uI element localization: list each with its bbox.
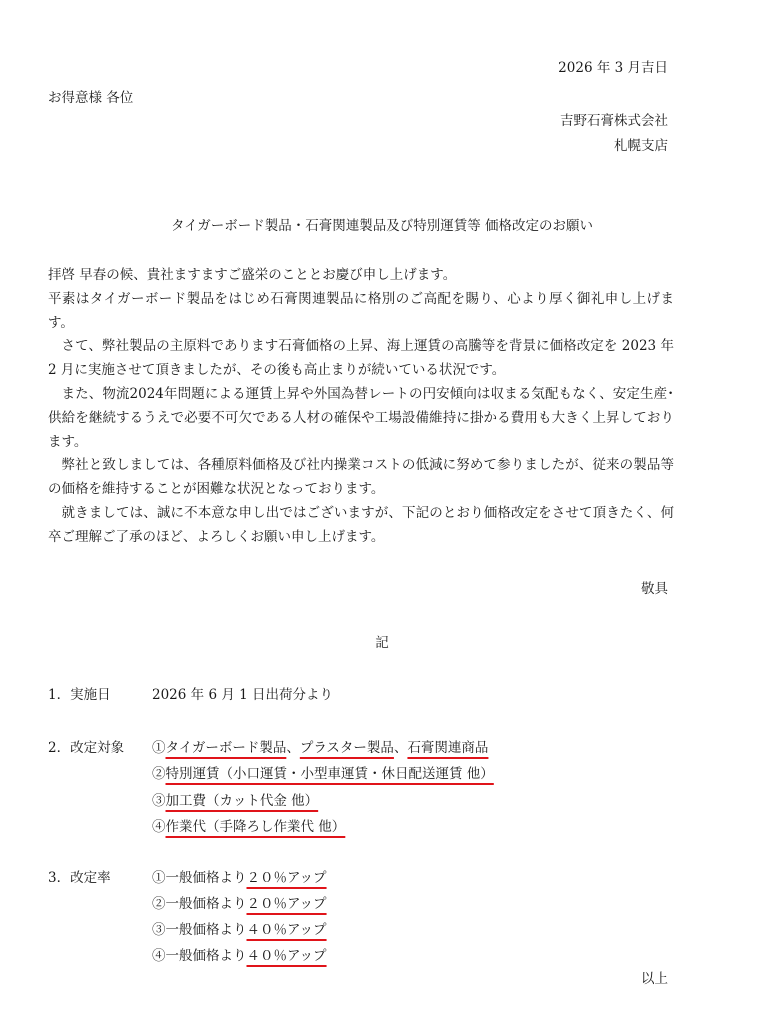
rate-value: ４０％アップ — [246, 922, 327, 938]
rate-line-4 — [152, 944, 327, 964]
target-gypsum-products: 石膏関連商品 — [407, 740, 489, 756]
separator: 、 — [286, 740, 300, 756]
target-work-fee: 作業代（手降ろし作業代 他） — [165, 819, 346, 835]
letter-body — [48, 264, 674, 550]
end-mark: 以上 — [641, 971, 668, 987]
rate-prefix: ①一般価格より — [152, 870, 247, 886]
rate-line-1 — [152, 866, 327, 886]
cost-reduction-paragraph: 弊社と致しましては、各種原料価格及び社内操業コストの低減に努めて参りましたが、従来の製品等の価格を維持することが困難な状況となっております。 — [48, 457, 674, 498]
target-line-3 — [152, 789, 318, 809]
rate-line-2 — [152, 892, 327, 912]
item-date-label: 1．実施日 — [48, 687, 111, 703]
logistics-paragraph: また、物流2024年問題による運賃上昇や外国為替レートの円安傾向は収まる気配もなく、安定生産･供給を継続するうえで必要不可欠である人材の確保や工場設備維持に掛かる費用も大きく上昇しております。 — [48, 385, 674, 450]
greeting-paragraph: 拝啓 早春の候、貴社ますますご盛栄のこととお慶び申し上げます。 — [48, 267, 457, 283]
rate-value: ４０％アップ — [246, 948, 327, 964]
ki-heading: 記 — [375, 635, 389, 651]
target-special-freight: 特別運賃（小口運賃・小型車運賃・休日配送運賃 他） — [165, 766, 494, 782]
background-paragraph: さて、弊社製品の主原料であります石膏価格の上昇、海上運賃の高騰等を背景に価格改定を 2023 年 2 月に実施させて頂きましたが、その後も高止まりが続いている状況です。 — [48, 338, 674, 379]
rate-prefix: ②一般価格より — [152, 896, 247, 912]
sender-company: 吉野石膏株式会社 — [560, 113, 668, 129]
item-targets-label: 2．改定対象 — [48, 740, 125, 756]
target-line-1 — [152, 736, 488, 756]
sender-branch: 札幌支店 — [614, 138, 668, 154]
recipient: お得意様 各位 — [48, 90, 134, 106]
separator: 、 — [393, 740, 408, 756]
thanks-paragraph: 平素はタイガーボード製品をはじめ石膏関連製品に格別のご高配を賜り、心より厚く御礼申し上げます。 — [48, 290, 674, 331]
rate-value: ２０％アップ — [246, 870, 327, 886]
target-line-4 — [152, 815, 345, 835]
target-number: ① — [152, 740, 166, 756]
target-number: ② — [152, 766, 166, 782]
rate-line-3 — [152, 918, 327, 938]
document-title: タイガーボード製品・石膏関連製品及び特別運賃等 価格改定のお願い — [170, 218, 594, 234]
target-number: ③ — [152, 793, 166, 809]
target-plaster: プラスター製品 — [299, 740, 394, 756]
rate-prefix: ③一般価格より — [152, 922, 247, 938]
issue-date: 2026 年 3 月吉日 — [558, 60, 668, 76]
target-tiger-board: タイガーボード製品 — [165, 740, 287, 756]
target-line-2 — [152, 762, 494, 782]
target-number: ④ — [152, 819, 166, 835]
rate-prefix: ④一般価格より — [152, 948, 247, 964]
closing-keigu: 敬具 — [641, 581, 668, 597]
target-processing-fee: 加工費（カット代金 他） — [165, 793, 319, 809]
rate-value: ２０％アップ — [246, 896, 327, 912]
item-date-value: 2026 年 6 月 1 日出荷分より — [152, 687, 333, 703]
item-rates-label: 3．改定率 — [48, 870, 111, 886]
request-paragraph: 就きましては、誠に不本意な申し出ではございますが、下記のとおり価格改定をさせて頂きたく、何卒ご理解ご了承のほど、よろしくお願い申し上げます。 — [48, 504, 674, 545]
